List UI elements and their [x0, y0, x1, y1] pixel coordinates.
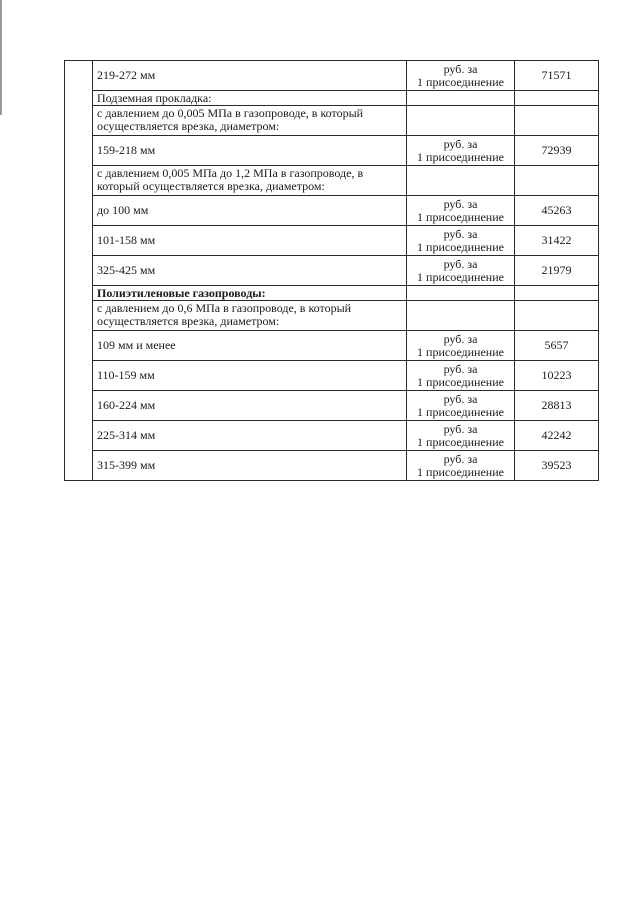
unit-cell — [407, 91, 515, 106]
unit-line-1: руб. за — [443, 331, 478, 346]
table-row — [65, 301, 599, 331]
unit-line-2: 1 присоединение — [417, 239, 504, 254]
unit-line-1: руб. за — [443, 136, 478, 151]
price-value-cell: 71571 — [515, 61, 599, 91]
price-value-cell — [515, 286, 599, 301]
unit-cell — [407, 331, 515, 361]
unit-cell — [407, 256, 515, 286]
unit-line-2: 1 присоединение — [417, 74, 504, 89]
unit-line-2: 1 присоединение — [417, 149, 504, 164]
table-row — [65, 226, 599, 256]
price-value-cell: 10223 — [515, 361, 599, 391]
description-cell: до 100 мм — [93, 196, 407, 226]
table-row — [65, 91, 599, 106]
description-cell: 159-218 мм — [93, 136, 407, 166]
unit-line-1: руб. за — [443, 196, 478, 211]
price-value-cell — [515, 301, 599, 331]
description-cell: с давлением до 0,6 МПа в газопроводе, в который осуществляется врезка, диаметром: — [93, 301, 407, 331]
description-cell: 160-224 мм — [93, 391, 407, 421]
unit-cell — [407, 226, 515, 256]
unit-line-1: руб. за — [443, 226, 478, 241]
row-number-cell — [65, 226, 93, 256]
table-row — [65, 256, 599, 286]
row-number-cell — [65, 196, 93, 226]
unit-line-1: руб. за — [443, 256, 478, 271]
row-number-cell — [65, 286, 93, 301]
table-row — [65, 196, 599, 226]
description-cell: 225-314 мм — [93, 421, 407, 451]
table-row — [65, 166, 599, 196]
unit-line-1: руб. за — [443, 361, 478, 376]
unit-cell — [407, 391, 515, 421]
unit-cell — [407, 136, 515, 166]
row-number-cell — [65, 166, 93, 196]
row-number-cell — [65, 361, 93, 391]
table-row — [65, 331, 599, 361]
unit-line-2: 1 присоединение — [417, 374, 504, 389]
description-cell: 219-272 мм — [93, 61, 407, 91]
unit-cell — [407, 361, 515, 391]
page-edge-line — [0, 0, 2, 115]
table-row — [65, 451, 599, 481]
unit-cell — [407, 286, 515, 301]
tariff-table — [64, 60, 599, 481]
unit-cell — [407, 196, 515, 226]
description-cell: Подземная прокладка: — [93, 91, 407, 106]
table-row — [65, 361, 599, 391]
row-number-cell — [65, 91, 93, 106]
description-cell: 109 мм и менее — [93, 331, 407, 361]
description-cell: с давлением 0,005 МПа до 1,2 МПа в газопроводе, в который осуществляется врезка, диаметром: — [93, 166, 407, 196]
table-row — [65, 421, 599, 451]
row-number-cell — [65, 331, 93, 361]
unit-line-1: руб. за — [443, 61, 478, 76]
unit-line-1: руб. за — [443, 421, 478, 436]
unit-cell — [407, 451, 515, 481]
unit-line-2: 1 присоединение — [417, 269, 504, 284]
description-cell: с давлением до 0,005 МПа в газопроводе, в который осуществляется врезка, диаметром: — [93, 106, 407, 136]
table-row — [65, 286, 599, 301]
description-cell: 110-159 мм — [93, 361, 407, 391]
price-value-cell: 28813 — [515, 391, 599, 421]
unit-cell — [407, 106, 515, 136]
unit-cell — [407, 166, 515, 196]
description-cell: 101-158 мм — [93, 226, 407, 256]
row-number-cell — [65, 451, 93, 481]
unit-line-2: 1 присоединение — [417, 209, 504, 224]
unit-line-2: 1 присоединение — [417, 404, 504, 419]
unit-line-2: 1 присоединение — [417, 344, 504, 359]
price-value-cell: 31422 — [515, 226, 599, 256]
row-number-cell — [65, 391, 93, 421]
table-row — [65, 391, 599, 421]
price-value-cell: 42242 — [515, 421, 599, 451]
unit-line-2: 1 присоединение — [417, 434, 504, 449]
price-value-cell — [515, 91, 599, 106]
unit-line-1: руб. за — [443, 391, 478, 406]
price-value-cell — [515, 106, 599, 136]
table-row — [65, 61, 599, 91]
description-cell: Полиэтиленовые газопроводы: — [93, 286, 407, 301]
price-value-cell: 72939 — [515, 136, 599, 166]
table-row — [65, 136, 599, 166]
price-value-cell: 39523 — [515, 451, 599, 481]
unit-cell — [407, 61, 515, 91]
row-number-cell — [65, 106, 93, 136]
unit-line-1: руб. за — [443, 451, 478, 466]
unit-cell — [407, 301, 515, 331]
price-value-cell: 45263 — [515, 196, 599, 226]
row-number-cell — [65, 301, 93, 331]
table-row — [65, 106, 599, 136]
row-number-cell — [65, 136, 93, 166]
description-cell: 325-425 мм — [93, 256, 407, 286]
price-value-cell: 21979 — [515, 256, 599, 286]
price-value-cell — [515, 166, 599, 196]
price-value-cell: 5657 — [515, 331, 599, 361]
description-cell: 315-399 мм — [93, 451, 407, 481]
row-number-cell — [65, 61, 93, 91]
unit-cell — [407, 421, 515, 451]
unit-line-2: 1 присоединение — [417, 464, 504, 479]
tariff-table-body — [65, 61, 599, 481]
row-number-cell — [65, 421, 93, 451]
row-number-cell — [65, 256, 93, 286]
